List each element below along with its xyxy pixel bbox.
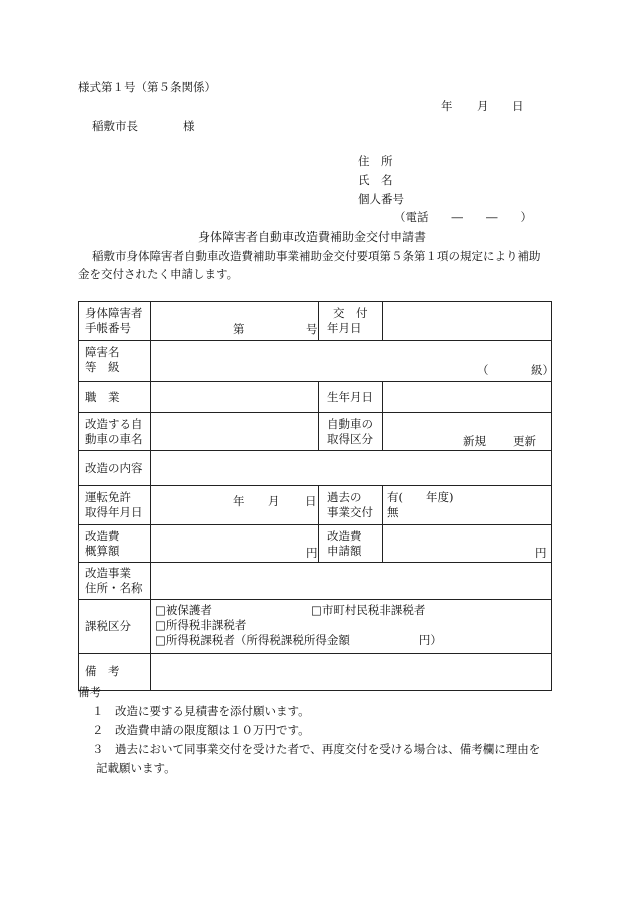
acq-new: 新規 [463, 434, 486, 448]
request-field[interactable] [383, 525, 552, 563]
disability-label-1: 障害名 [85, 345, 120, 359]
issue-label-2: 年月日 [327, 321, 362, 335]
estimate-field[interactable] [151, 525, 319, 563]
application-form-table [78, 301, 552, 691]
addressee: 稲敷市長 [92, 119, 138, 133]
tax-checkbox-municipal-exempt[interactable]: □市町村民税非課税者 [311, 603, 426, 617]
content-label: 改造の内容 [85, 461, 143, 475]
handbook-label-2: 手帳番号 [85, 321, 131, 335]
past-label-1: 過去の [327, 490, 362, 504]
date-day-label: 日 [512, 99, 524, 113]
request-label-1: 改造費 [327, 529, 362, 543]
request-yen: 円 [535, 546, 547, 560]
birthdate-field[interactable] [383, 382, 552, 413]
past-no: 無 [387, 505, 399, 519]
business-label-2: 住所・名称 [85, 581, 143, 595]
body-text-line2: 金を交付されたく申請します。 [78, 267, 239, 281]
occupation-label: 職 業 [85, 390, 120, 404]
note-item-1: １ 改造に要する見積書を添付願います。 [92, 704, 310, 718]
date-year-label: 年 [441, 99, 453, 113]
license-label-2: 取得年月日 [85, 505, 143, 519]
tax-options [151, 600, 552, 654]
note-item-3-line2: 記載願います。 [96, 761, 176, 775]
disability-label-2: 等 級 [85, 360, 120, 374]
past-label-2: 事業交付 [327, 505, 373, 519]
acquisition-label-cell [319, 413, 383, 451]
handbook-dai: 第 [233, 322, 245, 336]
car-label-cell [79, 413, 151, 451]
license-year: 年 [233, 494, 245, 508]
note-item-3-line1: ３ 過去において同事業交付を受けた者で、再度交付を受ける場合は、備考欄に理由を [92, 742, 541, 756]
form-number: 様式第１号（第５条関係） [78, 80, 216, 94]
license-label-cell [79, 486, 151, 525]
content-label-cell [79, 451, 151, 486]
car-name-field[interactable] [151, 413, 319, 451]
issue-date-field[interactable] [383, 302, 552, 341]
occupation-field[interactable] [151, 382, 319, 413]
handbook-label-1: 身体障害者 [85, 306, 143, 320]
body-text-line1: 稲敷市身体障害者自動車改造費補助事業補助金交付要項第５条第１項の規定により補助 [92, 249, 541, 263]
birthdate-label-cell [319, 382, 383, 413]
personal-number-label: 個人番号 [358, 192, 404, 206]
estimate-label-1: 改造費 [85, 529, 120, 543]
tax-checkbox-welfare[interactable]: □被保護者 [155, 603, 212, 617]
document-title: 身体障害者自動車改造費補助金交付申請書 [198, 230, 427, 244]
phone-line: （電話 ― ― ） [394, 210, 532, 224]
occupation-label-cell [79, 382, 151, 413]
car-label-2: 動車の車名 [85, 432, 143, 446]
request-label-cell [319, 525, 383, 563]
remarks-label: 備 考 [85, 664, 120, 678]
content-field[interactable] [151, 451, 552, 486]
acq-label-2: 取得区分 [327, 432, 373, 446]
license-date-field[interactable] [151, 486, 319, 525]
request-label-2: 申請額 [327, 544, 362, 558]
past-yes: 有( 年度) [387, 490, 454, 504]
license-label-1: 運転免許 [85, 490, 131, 504]
disability-field[interactable] [151, 341, 552, 382]
past-label-cell [319, 486, 383, 525]
tax-checkbox-income-exempt[interactable]: □所得税非課税者 [155, 618, 247, 632]
birthdate-label: 生年月日 [327, 390, 373, 404]
business-label-1: 改造事業 [85, 566, 131, 580]
acq-renew: 更新 [513, 434, 536, 448]
issue-label-cell [319, 302, 383, 341]
license-day: 日 [305, 494, 317, 508]
tax-label-cell [79, 600, 151, 654]
issue-label-1: 交 付 [333, 306, 368, 320]
grade-close: 級） [531, 363, 554, 377]
business-label-cell [79, 563, 151, 600]
disability-label-cell [79, 341, 151, 382]
acquisition-field[interactable] [383, 413, 552, 451]
estimate-yen: 円 [306, 546, 318, 560]
grade-open: （ [477, 363, 489, 377]
note-item-2: ２ 改造費申請の限度額は１０万円です。 [92, 723, 310, 737]
address-label: 住 所 [358, 154, 393, 168]
business-field[interactable] [151, 563, 552, 600]
name-label: 氏 名 [358, 173, 393, 187]
handbook-label-cell [79, 302, 151, 341]
car-label-1: 改造する自 [85, 417, 143, 431]
date-month-label: 月 [477, 99, 489, 113]
license-month: 月 [268, 494, 280, 508]
tax-checkbox-income-taxed[interactable]: □所得税課税者（所得税課税所得金額 円） [155, 633, 442, 647]
acq-label-1: 自動車の [327, 417, 373, 431]
past-field[interactable] [383, 486, 552, 525]
handbook-number-field[interactable] [151, 302, 319, 341]
estimate-label-2: 概算額 [85, 544, 120, 558]
notes-heading: 備考 [78, 685, 101, 699]
estimate-label-cell [79, 525, 151, 563]
tax-label: 課税区分 [85, 619, 131, 633]
addressee-honorific: 様 [183, 119, 195, 133]
notes-section [78, 683, 540, 778]
handbook-go: 号 [306, 322, 318, 336]
